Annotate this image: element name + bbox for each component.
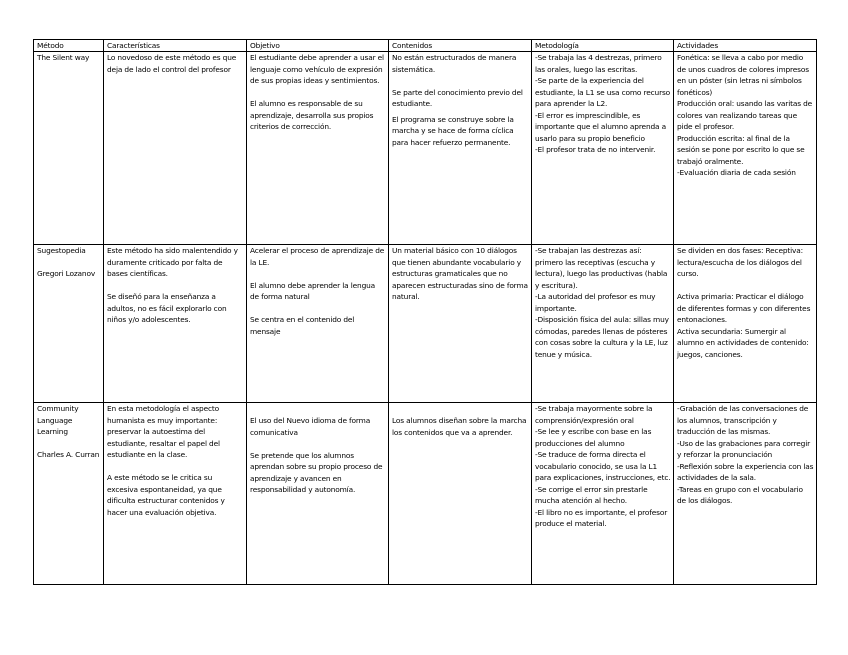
method-name: Sugestopedia — [37, 246, 86, 255]
table-row-silent-way — [34, 52, 817, 245]
text-paragraph: Se dividen en dos fases: Receptiva: lectura/escucha de los diálogos del curso. — [677, 246, 803, 278]
method-name: The Silent way — [37, 53, 90, 62]
text-paragraph: El uso del Nuevo idioma de forma comunicativa — [250, 416, 371, 437]
text-paragraph: En esta metodología el aspecto humanista es muy importante: preservar la autoestima del estudiante, resaltar el papel del estudiante en la clase. — [107, 404, 220, 459]
header-contenidos: Contenidos — [389, 40, 532, 52]
text-line: -El profesor trata de no intervenir. — [535, 145, 656, 154]
cell-method — [34, 52, 104, 245]
method-author: Charles A. Curran — [37, 450, 100, 459]
table-row-sugestopedia — [34, 245, 817, 403]
cell-contents — [389, 403, 532, 585]
text-line: Producción oral: usando las varitas de colores van realizando tareas que pide el profesor. — [677, 99, 813, 131]
text-paragraph: Este método ha sido malentendido y duramente criticado por falta de bases científicas. — [107, 246, 238, 278]
cell-methodology — [532, 52, 674, 245]
header-metodo: Método — [34, 40, 104, 52]
text-paragraph: Se centra en el contenido del mensaje — [250, 315, 355, 336]
text-line: -Uso de las grabaciones para corregir y reforzar la pronunciación — [677, 438, 811, 459]
method-name: Community Language Learning — [37, 404, 79, 436]
cell-objective — [247, 403, 389, 585]
table-row-community-language-learning — [34, 403, 817, 585]
text-line: -Grabación de las conversaciones de los alumnos, transcripción y traducción de las mismas. — [677, 404, 809, 436]
text-paragraph: Los alumnos diseñan sobre la marcha los contenidos que va a aprender. — [392, 416, 527, 437]
cell-characteristics — [104, 403, 247, 585]
text-paragraph: Se parte del conocimiento previo del estudiante. — [392, 87, 523, 108]
cell-characteristics — [104, 245, 247, 403]
text-paragraph: No están estructurados de manera sistemática. — [392, 53, 517, 74]
text-line: -La autoridad del profesor es muy importante. — [535, 292, 656, 313]
text-paragraph: Se pretende que los alumnos aprendan sobre su propio proceso de aprendizaje y avancen en responsabilidad y autonomía. — [250, 450, 383, 494]
text-line: -El error es imprescindible, es importante que el alumno aprenda a usarlo para su propio beneficio — [535, 110, 666, 143]
methods-comparison-table — [33, 39, 817, 585]
text-line: -Se corrige el error sin prestarle mucha atención al hecho. — [535, 484, 648, 505]
header-objetivo: Objetivo — [247, 40, 389, 52]
cell-objective — [247, 52, 389, 245]
text-line: -Se lee y escribe con base en las producciones del alumno — [535, 427, 652, 448]
text-line: -Evaluación diaria de cada sesión — [677, 168, 796, 177]
text-paragraph: El programa se construye sobre la marcha y se hace de forma cíclica para hacer refuerzo permanente. — [392, 114, 514, 147]
text-paragraph: Se diseñó para la enseñanza a adultos, no es fácil explorarlo con niños y/o adolescentes. — [107, 292, 227, 324]
table-header-row — [34, 40, 817, 52]
text-paragraph: El estudiante debe aprender a usar el lenguaje como vehículo de expresión de sus propias ideas y sentimientos. — [250, 53, 384, 85]
text-line: -Se traduce de forma directa el vocabulario conocido, se usa la L1 para explicaciones, instrucciones, etc. — [535, 450, 671, 482]
cell-methodology — [532, 403, 674, 585]
header-metodologia: Metodología — [532, 40, 674, 52]
text-line: -El libro no es importante, el profesor produce el material. — [535, 507, 668, 528]
text-line: -Reflexión sobre la experiencia con las actividades de la sala. — [677, 461, 814, 482]
text-paragraph: Acelerar el proceso de aprendizaje de la LE. — [250, 246, 385, 267]
text-line: -Tareas en grupo con el vocabulario de los diálogos. — [677, 484, 803, 505]
cell-characteristics — [104, 52, 247, 245]
text-line: Activa secundaria: Sumergir al alumno en actividades de contenido: juegos, canciones. — [677, 326, 809, 359]
cell-activities — [674, 52, 817, 245]
text-line: -Disposición física del aula: sillas muy cómodas, paredes llenas de pósteres con cosas sobre la cultura y la LE, luz tenue y música. — [535, 315, 669, 359]
cell-activities — [674, 245, 817, 403]
text-paragraph: Un material básico con 10 diálogos que tienen abundante vocabulario y estructuras gramaticales que no aparecen estructuradas sino de forma natural. — [392, 246, 528, 301]
text-line: -Se trabaja mayormente sobre la comprensión/expresión oral — [535, 404, 653, 425]
text-line: Fonética: se lleva a cabo por medio de unos cuadros de colores impresos en un póster (sin letras ni símbolos fonéticos) — [677, 53, 809, 97]
cell-contents — [389, 52, 532, 245]
cell-activities — [674, 403, 817, 585]
header-caracteristicas: Características — [104, 40, 247, 52]
cell-methodology — [532, 245, 674, 403]
text-paragraph: El alumno debe aprender la lengua de forma natural — [250, 280, 376, 301]
text-line: Producción escrita: al final de la sesión se pone por escrito lo que se trabajó oralmente. — [677, 133, 805, 166]
text-line: Activa primaria: Practicar el diálogo de diferentes formas y con diferentes entonaciones. — [677, 292, 811, 324]
text-line: -Se trabajan las destrezas así: primero las receptivas (escucha y lectura), luego las productivas (habla y escritura). — [535, 246, 668, 290]
header-actividades: Actividades — [674, 40, 817, 52]
cell-objective — [247, 245, 389, 403]
text-paragraph: A este método se le critica su excesiva espontaneidad, ya que dificulta estructurar contenidos y hacer una evaluación objetiva. — [107, 473, 225, 517]
method-author: Gregori Lozanov — [37, 269, 96, 278]
cell-contents — [389, 245, 532, 403]
cell-method — [34, 245, 104, 403]
text-paragraph: Lo novedoso de este método es que deja de lado el control del profesor — [107, 53, 237, 74]
text-line: -Se parte de la experiencia del estudiante, la L1 se usa como recurso para aprender la L2. — [535, 76, 671, 108]
text-paragraph: El alumno es responsable de su aprendizaje, desarrolla sus propios criterios de corrección. — [250, 99, 374, 131]
text-line: -Se trabaja las 4 destrezas, primero las orales, luego las escritas. — [535, 53, 662, 74]
cell-method — [34, 403, 104, 585]
